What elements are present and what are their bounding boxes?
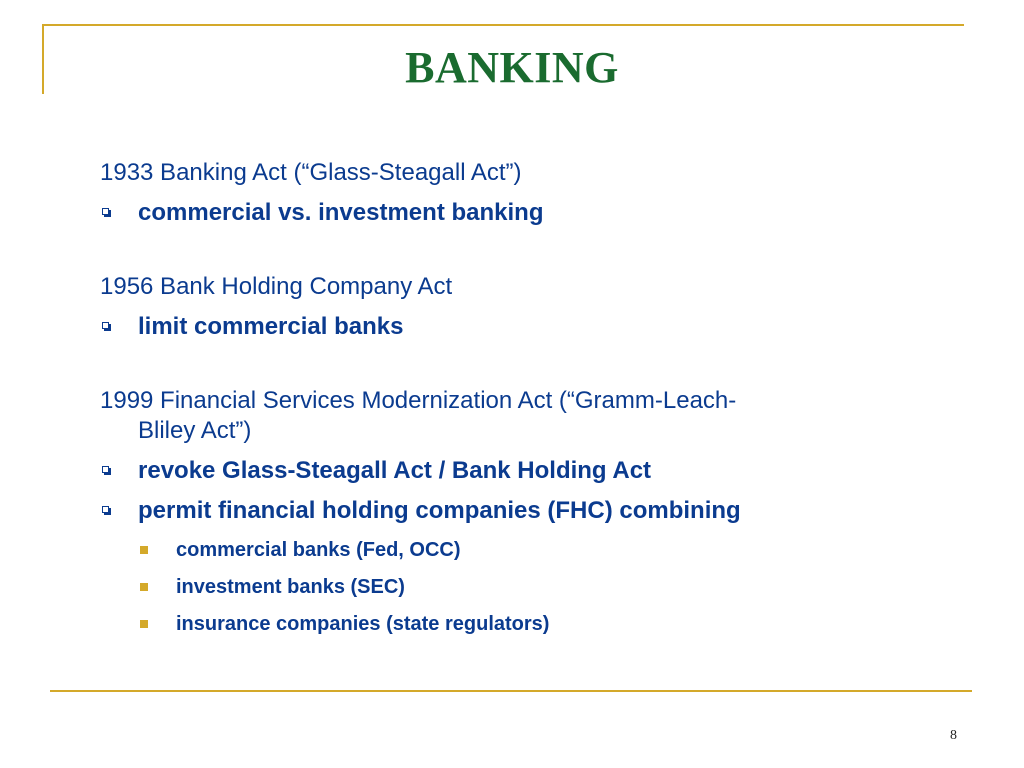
top-frame-line: [42, 24, 964, 26]
bottom-frame-line: [50, 690, 972, 692]
spacer: [100, 228, 966, 272]
hollow-square-bullet-icon: [102, 466, 109, 473]
section-heading-1956: 1956 Bank Holding Company Act: [100, 273, 453, 300]
section-heading-1933: 1933 Banking Act (“Glass-Steagall Act”): [100, 159, 522, 186]
sub-bullet-text: investment banks (SEC): [176, 576, 405, 598]
hollow-square-bullet-icon: [102, 208, 109, 215]
bullet-item: [100, 456, 966, 486]
filled-square-bullet-icon: [140, 620, 148, 628]
slide-title: BANKING: [405, 43, 619, 92]
slide-body: [100, 158, 966, 637]
page-number: 8: [950, 728, 957, 743]
section-heading-1999-line1: 1999 Financial Services Modernization Act (“Gramm-Leach-: [100, 387, 737, 414]
filled-square-bullet-icon: [140, 546, 148, 554]
hollow-square-bullet-icon: [102, 506, 109, 513]
bullet-text: revoke Glass-Steagall Act / Bank Holding Act: [138, 457, 652, 484]
sub-bullet-text: insurance companies (state regulators): [176, 613, 550, 635]
bullet-text: permit financial holding companies (FHC) combining: [138, 497, 741, 524]
sub-bullet-text: commercial banks (Fed, OCC): [176, 539, 461, 561]
bullet-text: commercial vs. investment banking: [138, 199, 544, 226]
bullet-item: [100, 312, 966, 342]
section-heading-1999: [100, 386, 966, 416]
sub-bullet-item: [100, 537, 966, 563]
bullet-item: [100, 496, 966, 526]
sub-bullet-item: [100, 611, 966, 637]
section-heading-1999-continuation: [100, 416, 966, 446]
sub-bullet-item: [100, 574, 966, 600]
filled-square-bullet-icon: [140, 583, 148, 591]
spacer: [100, 342, 966, 386]
bullet-text: limit commercial banks: [138, 313, 404, 340]
bullet-item: [100, 198, 966, 228]
hollow-square-bullet-icon: [102, 322, 109, 329]
section-heading-1999-line2: Bliley Act”): [138, 417, 252, 444]
